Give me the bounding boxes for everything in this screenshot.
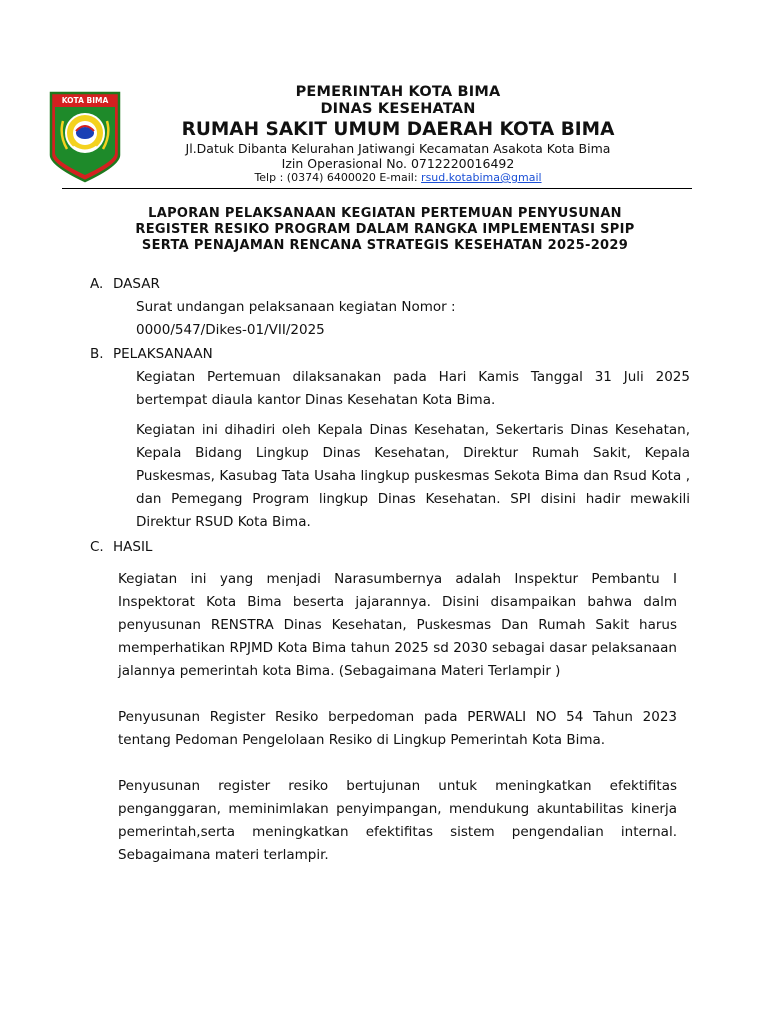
address-line: Jl.Datuk Dibanta Kelurahan Jatiwangi Kecamatan Asakota Kota Bima <box>185 141 611 156</box>
section-a-heading <box>90 275 160 293</box>
government-name: PEMERINTAH KOTA BIMA <box>295 84 501 100</box>
section-c-letter: C. <box>90 539 104 555</box>
kota-bima-logo <box>49 91 121 183</box>
title-line-3: SERTA PENAJAMAN RENCANA STRATEGIS KESEHATAN 2025-2029 <box>141 238 629 253</box>
hospital-name: RUMAH SAKIT UMUM DAERAH KOTA BIMA <box>181 119 615 140</box>
header-divider <box>62 188 692 189</box>
contact-prefix: Telp : (0374) 6400020 E-mail: <box>254 171 422 184</box>
section-b-para-2: Kegiatan ini dihadiri oleh Kepala Dinas Kesehatan, Sekertaris Dinas Kesehatan, Kepala Bidang Lingkup Dinas Kesehatan, Direktur Rumah Sakit, Kepala Puskesmas, Kasubag Tata Usaha lingkup puskesmas Sekota Bima dan Rsud Kota , dan Pemegang Program lingkup Dinas Kesehatan. SPI disini hadir mewakili Direktur RSUD Kota Bima. <box>136 422 690 530</box>
department-name: DINAS KESEHATAN <box>320 101 476 117</box>
license-line: Izin Operasional No. 0712220016492 <box>281 156 515 171</box>
section-a-title: DASAR <box>113 276 160 292</box>
section-b-title: PELAKSANAAN <box>113 346 213 362</box>
invitation-line: Surat undangan pelaksanaan kegiatan Nomor : <box>136 299 456 315</box>
section-c-title: HASIL <box>113 539 153 555</box>
section-b-para-1: Kegiatan Pertemuan dilaksanakan pada Hari Kamis Tanggal 31 Juli 2025 bertempat diaula kantor Dinas Kesehatan Kota Bima. <box>136 369 690 408</box>
email-link[interactable]: rsud.kotabima@gmail <box>421 171 542 184</box>
invitation-number: 0000/547/Dikes-01/VII/2025 <box>136 322 325 338</box>
contact-line <box>150 171 646 185</box>
section-a-body <box>136 296 696 342</box>
section-c-para-3: Penyusunan register resiko bertujunan untuk meningkatkan efektifitas penganggaran, meminimlakan penyimpangan, mendukung akuntabilitas kinerja pemerintah,serta meningkatkan efektifitas sistem pengendalian internal. Sebagaimana materi terlampir. <box>118 778 677 863</box>
section-c-para-2: Penyusunan Register Resiko berpedoman pada PERWALI NO 54 Tahun 2023 tentang Pedoman Pengelolaan Resiko di Lingkup Pemerintah Kota Bima. <box>118 709 677 748</box>
title-line-1: LAPORAN PELAKSANAAN KEGIATAN PERTEMUAN PENYUSUNAN <box>148 206 622 221</box>
letterhead <box>150 84 646 185</box>
section-c-para-1: Kegiatan ini yang menjadi Narasumbernya adalah Inspektur Pembantu I Inspektorat Kota Bima beserta jajarannya. Disini disampaikan bahwa dalm penyusunan RENSTRA Dinas Kesehatan, Puskesmas Dan Rumah Sakit harus memperhatikan RPJMD Kota Bima tahun 2025 sd 2030 sebagai dasar pelaksanaan jalannya pemerintah kota Bima. (Sebagaimana Materi Terlampir ) <box>118 571 677 679</box>
section-c-heading <box>90 538 152 556</box>
section-a-letter: A. <box>90 276 104 292</box>
report-title <box>60 206 710 254</box>
section-b-letter: B. <box>90 346 104 362</box>
title-line-2: REGISTER RESIKO PROGRAM DALAM RANGKA IMPLEMENTASI SPIP <box>135 222 635 237</box>
section-b-heading <box>90 345 213 363</box>
svg-text:KOTA BIMA: KOTA BIMA <box>61 96 109 105</box>
